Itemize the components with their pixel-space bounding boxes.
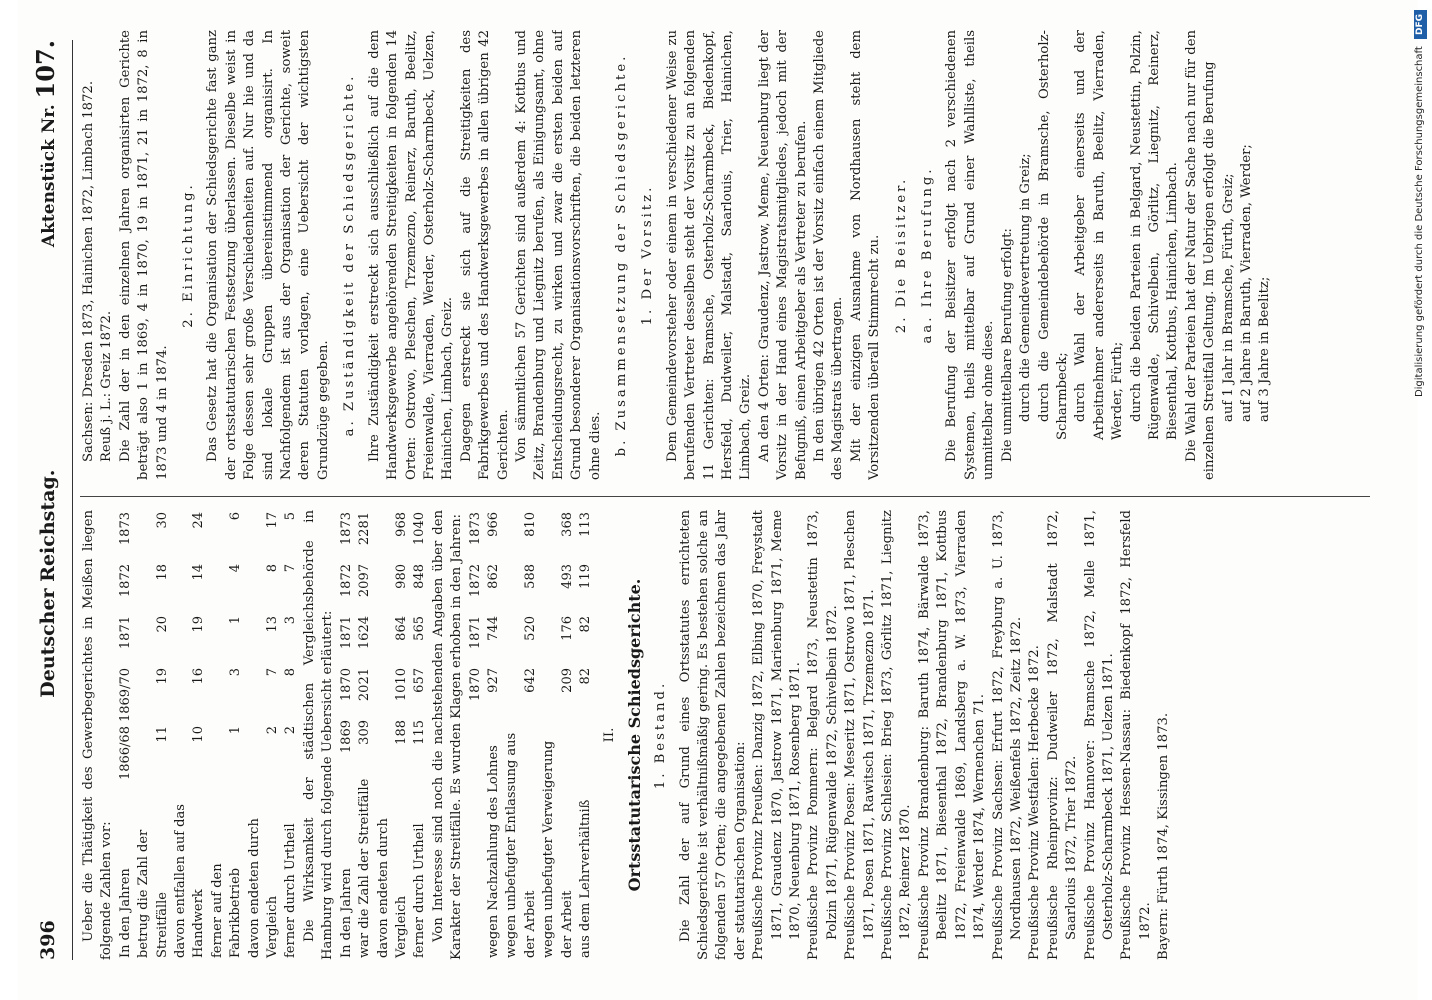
cell: 966 (485, 512, 501, 537)
province-entry: Preußische Provinz Posen: Meseritz 1871, Ostrowo 1871, Pleschen 1871, Posen 1871, Rawitsch 1871, Trzemezno 1871. (843, 510, 877, 960)
row-label: davon endeten durch Vergleich (375, 818, 409, 958)
cell: 115 (412, 720, 428, 745)
table-row (485, 510, 503, 960)
cell: 2021 (357, 668, 373, 702)
cell: 565 (412, 616, 428, 641)
table-header-cell: 1873 (338, 512, 354, 546)
cell: 642 (522, 668, 538, 693)
table-header-cell: 1872 (338, 564, 354, 598)
dfg-logo: DFG (1414, 10, 1427, 39)
cell: 19 (191, 616, 207, 633)
section-heading: Ortsstatutarische Schiedsgerichte. (624, 578, 644, 892)
cell: 6 (228, 512, 244, 521)
cell: 7 (265, 668, 281, 677)
table-header-cell: 1871 (467, 616, 483, 650)
document-number (31, 40, 61, 248)
cell: 3 (283, 616, 299, 625)
cell: 30 (154, 512, 170, 529)
page-number: 396 (36, 920, 59, 960)
table-row (172, 510, 209, 960)
table-row (135, 510, 172, 960)
document-number-prefix: Aktenstück Nr. (39, 104, 60, 248)
row-label: davon endeten durch Vergleich (246, 818, 281, 958)
paragraph: Die unmittelbare Berufung erfolgt: (999, 228, 1015, 462)
cell: 18 (154, 564, 170, 581)
province-entry: Preußische Provinz Westfalen: Herbecke 1872. (1027, 645, 1043, 960)
cell: 13 (265, 616, 281, 633)
cell: 11 (154, 726, 170, 743)
province-entry: Preußische Provinz Hannover: Bramsche 1872, Melle 1871, Osterholz-Scharmbeck 1871, Uelzen 1871. (1082, 510, 1116, 960)
table-header-row (467, 510, 485, 960)
cell: 188 (393, 720, 409, 745)
table-header-row (338, 510, 356, 960)
paragraph: Reuß j. L.: Greiz 1872. (99, 310, 115, 462)
cell: 1 (228, 616, 244, 625)
paragraph: Das Gesetz hat die Organisation der Schiedsgerichte fast ganz der ortsstatutarischen Festsetzung überlassen. Dieselbe weist in Folge dessen sehr große Verschiedenheiten auf. Nur hie und da sind lokale Gruppen übereinstimmend organisirt. In Nachfolgendem ist aus der Organisation der Gerichte, soweit deren Statuten vorlagen, eine Uebersicht der wichtigsten Grundzüge gegeben. (205, 30, 331, 480)
row-label: ferner durch Urtheil (412, 823, 428, 958)
left-column (80, 510, 1380, 960)
list-item: auf 2 Jahre in Baruth, Vierraden, Werder; (1238, 144, 1254, 422)
paragraph: Die Berufung der Beisitzer erfolgt nach 2 verschiedenen Systemen, theils mittelbar auf Grund einer Wahlliste, theils unmittelbar ohne diese. (944, 30, 997, 480)
cell: 3 (228, 668, 244, 677)
province-entry: Preußische Provinz Preußen: Danzig 1872, Elbing 1870, Freystadt 1871, Graudenz 1870, Jastrow 1871, Marienburg 1871, Meme 1870, Neuenburg 1871, Rosenberg 1871. (751, 510, 804, 960)
digitization-text: Digitalisierung gefördert durch die Deutsche Forschungsgemeinschaft (1414, 46, 1425, 398)
cell: 10 (191, 726, 207, 743)
paragraph: Die Wahl der Parteien hat der Natur der Sache nach nur für den einzelnen Streitfall Geltung. Im Uebrigen erfolgt die Berufung (1183, 30, 1218, 480)
cell: 7 (283, 564, 299, 573)
table-header-cell: 1870 (338, 668, 354, 702)
table-row (577, 510, 595, 960)
subsection-zustaendigkeit: a. Zuständigkeit der Schiedsgerichte. (342, 73, 358, 437)
cell: 927 (485, 668, 501, 693)
list-item: durch die Gemeindebehörde in Bramsche, Osterholz-Scharmbeck; (1036, 30, 1070, 440)
cell: 848 (412, 564, 428, 589)
table-header-label: In den Jahren (117, 868, 133, 958)
running-title: Deutscher Reichstag. (36, 469, 59, 698)
list-item: durch die beiden Parteien in Belgard, Neustettin, Polzin, Rügenwalde, Schivelbein, Görlitz, Liegnitz, Reinerz, Biesenthal, Kottbus, Hainichen, Limbach. (1128, 30, 1181, 440)
list-item: auf 1 Jahr in Bramsche, Fürth, Greiz; (1220, 173, 1236, 422)
bestand-paragraph: Die Zahl der auf Grund eines Ortsstatutes errichteten Schiedsgerichte ist verhältnißmäßig gering. Es bestehen solche an folgenden 57 Orten; die angegebenen Zahlen bezeichnen das Jahr der statutarischen Organisation: (677, 510, 748, 960)
table-header-label: In den Jahren (338, 868, 354, 958)
paragraph: Ihre Zuständigkeit erstreckt sich ausschließlich auf die dem Handwerksgewerbe angehörenden Streitigkeiten in folgenden 14 Orten: Ostrowo, Pleschen, Trzemezno, Reinerz, Baruth, Beelitz, Freienwalde, Vierraden, Werder, Osterholz-Scharmbeck, Uelzen, Hainichen, Limbach, Greiz. (366, 30, 456, 480)
cell: 309 (357, 720, 373, 745)
subsection-berufung: aa. Ihre Berufung. (920, 166, 936, 344)
digitization-credit (1412, 10, 1428, 1000)
cell: 980 (393, 564, 409, 589)
cell: 82 (577, 668, 593, 685)
cell: 1010 (393, 668, 409, 702)
row-label: wegen Nachzahlung des Lohnes (485, 745, 501, 958)
document-page (18, 0, 1418, 1000)
subsection-beisitzer: 2. Die Beisitzer. (893, 176, 909, 334)
cell: 864 (393, 616, 409, 641)
cell: 4 (228, 564, 244, 573)
cell: 119 (577, 564, 593, 589)
list-item: durch Wahl der Arbeitgeber einerseits und der Arbeitnehmer andererseits in Baruth, Beelitz, Vierraden, Werder, Fürth; (1073, 30, 1126, 440)
row-label: war die Zahl der Streitfälle (357, 778, 373, 958)
cell: 862 (485, 564, 501, 589)
right-column (80, 30, 1380, 480)
table-header-cell: 1870 (467, 668, 483, 702)
interesse-paragraph: Von Interesse sind noch die nachstehenden Angaben über den Karakter der Streitfälle. Es wurden Klagen erhoben in den Jahren: (430, 510, 465, 960)
cell: 8 (265, 564, 281, 573)
cell: 19 (154, 668, 170, 685)
table-header-label (467, 718, 485, 960)
paragraph: In den übrigen 42 Orten ist der Vorsitz einfach einem Mitgliede des Magistrats übertragen. (812, 30, 846, 480)
hamburg-table (338, 510, 430, 960)
list-item: durch die Gemeindevertretung in Greiz; (1018, 153, 1034, 422)
table-header-cell: 1873 (467, 512, 483, 546)
subsection-bestand: 1. Bestand. (653, 680, 669, 790)
paragraph: Mit der einzigen Ausnahme von Nordhausen steht dem Vorsitzenden überall Stimmrecht zu. (848, 30, 883, 480)
subsection-zusammensetzung: b. Zusammensetzung der Schiedsgerichte. (613, 53, 629, 457)
province-entry: Preußische Provinz Hessen-Nassau: Biedenkopf 1872, Hersfeld 1872. (1119, 510, 1153, 960)
table-row (411, 510, 429, 960)
subsection-einrichtung: 2. Einrichtung. (181, 182, 197, 328)
table-header-cell: 1869 (338, 720, 354, 754)
subsection-vorsitz: 1. Der Vorsitz. (640, 184, 656, 326)
cell: 2097 (357, 564, 373, 598)
province-entry: Preußische Rheinprovinz: Dudweiler 1872, Malstadt 1872, Saarlouis 1872, Trier 1872. (1045, 510, 1080, 960)
cell: 113 (577, 512, 593, 537)
row-label: ferner auf den Fabrikbetrieb (209, 863, 244, 958)
cell: 588 (522, 564, 538, 589)
row-label: wegen unbefugter Entlassung aus der Arbeit (504, 732, 538, 958)
paragraph: Dagegen erstreckt sie sich auf die Streitigkeiten des Fabrikgewerbes und des Handwerksgewerbes in allen übrigen 42 Gerichten. (458, 30, 511, 480)
table-row (375, 510, 412, 960)
paragraph: Die Zahl der in den einzelnen Jahren organisirten Gerichte beträgt also 1 in 1869, 4 in 1870, 19 in 1871, 21 in 1872, 8 in 1873 und 4 in 1874. (117, 30, 170, 480)
cell: 24 (191, 512, 207, 529)
document-number-value: 107. (31, 40, 61, 99)
table-header-cell: 1873 (117, 512, 133, 546)
cell: 14 (191, 564, 207, 581)
column-rule (80, 496, 1370, 497)
cell: 810 (522, 512, 538, 537)
cell: 657 (412, 668, 428, 693)
province-entry: Preußische Provinz Schlesien: Brieg 1873, Görlitz 1871, Liegnitz 1872, Reinerz 1870. (880, 510, 914, 960)
meissen-table (117, 510, 301, 960)
table-row (282, 510, 300, 960)
row-label: wegen unbefugter Verweigerung der Arbeit (541, 740, 575, 958)
cell: 2281 (357, 512, 373, 546)
paragraph: Dem Gemeindevorsteher oder einem in verschiedener Weise zu berufenden Vertreter desselben steht der Vorsitz zu an folgenden 11 Gerichten: Bramsche, Osterholz-Scharmbeck, Biedenkopf, Hersfeld, Dudweiler, Malstadt, Saarlouis, Trier, Hainichen, Limbach, Greiz. (664, 30, 754, 480)
row-label: aus dem Lehrverhältniß (577, 799, 593, 958)
list-item: auf 3 Jahre in Beelitz; (1257, 276, 1273, 422)
klagen-table (467, 510, 596, 960)
hamburg-intro: Die Wirksamkeit der städtischen Vergleichsbehörde in Hamburg wird durch folgende Uebersicht erläutert: (301, 510, 336, 960)
cell: 8 (283, 668, 299, 677)
table-header-cell: 1872 (467, 564, 483, 598)
cell: 744 (485, 616, 501, 641)
table-row (356, 510, 374, 960)
row-label: ferner durch Urtheil (283, 823, 299, 958)
paragraph: Sachsen: Dresden 1873, Hainichen 1872, Limbach 1872. (81, 80, 96, 462)
page-header (28, 40, 68, 960)
paragraph: An den 4 Orten: Graudenz, Jastrow, Meme, Neuenburg liegt der Vorsitz in der Hand eines Magistratsmitgliedes, jedoch mit der Befugniß, einen Arbeitgeber als Vertreter zu berufen. (756, 30, 809, 480)
table-row (540, 510, 577, 960)
cell: 17 (265, 512, 281, 529)
cell: 1 (228, 726, 244, 735)
cell: 20 (154, 616, 170, 633)
table-row (209, 510, 246, 960)
province-entry: Preußische Provinz Brandenburg: Baruth 1874, Bärwalde 1873, Beelitz 1871, Biesenthal 1872, Brandenburg 1871, Kottbus 1872, Freienwalde 1869, Landsberg a. W. 1873, Vierraden 1874, Werder 1874, Wernenchen 71. (916, 510, 988, 960)
table-row (246, 510, 283, 960)
section-numeral: II. (602, 727, 618, 743)
row-label: davon entfallen auf das Handwerk (173, 804, 207, 958)
table-header-cell: 1872 (117, 564, 133, 598)
table-header-cell: 1869/70 (117, 668, 133, 723)
table-header-cell: 1866/68 (117, 726, 133, 781)
cell: 968 (393, 512, 409, 537)
paragraph: Von sämmtlichen 57 Gerichten sind außerdem 4: Kottbus und Zeitz, Brandenburg und Liegnitz berufen, als Einigungsamt, ohne Entscheidungsrecht, zu wirken und zwar die ersten beiden auf Grund besonderer Organisationsvorschriften, die beiden letzteren ohne dies. (513, 30, 603, 480)
table-header-cell: 1871 (338, 616, 354, 650)
cell: 1040 (412, 512, 428, 546)
cell: 82 (577, 616, 593, 633)
cell: 209 (559, 668, 575, 693)
row-label: betrug die Zahl der Streitfälle (136, 829, 170, 958)
cell: 176 (559, 616, 575, 641)
cell: 2 (265, 726, 281, 735)
cell: 5 (283, 512, 299, 521)
table-header-row (117, 510, 135, 960)
table-header-cell: 1871 (117, 616, 133, 650)
province-entry: Preußische Provinz Pommern: Belgard 1873, Neustettin 1873, Polzin 1871, Rügenwalde 1872, Schivelbein 1872. (806, 510, 840, 960)
table-row (503, 510, 540, 960)
cell: 368 (559, 512, 575, 537)
header-rule (72, 40, 73, 960)
cell: 520 (522, 616, 538, 641)
cell: 2 (283, 726, 299, 735)
cell: 493 (559, 564, 575, 589)
province-entry: Preußische Provinz Sachsen: Erfurt 1872, Freyburg a. U. 1873, Nordhausen 1872, Weißenfels 1872, Zeitz 1872. (990, 510, 1024, 960)
province-entry: Bayern: Fürth 1874, Kissingen 1873. (1156, 712, 1172, 960)
meissen-intro: Ueber die Thätigkeit des Gewerbegerichtes in Meißen liegen folgende Zahlen vor: (81, 510, 115, 960)
cell: 16 (191, 668, 207, 685)
cell: 1624 (357, 616, 373, 650)
